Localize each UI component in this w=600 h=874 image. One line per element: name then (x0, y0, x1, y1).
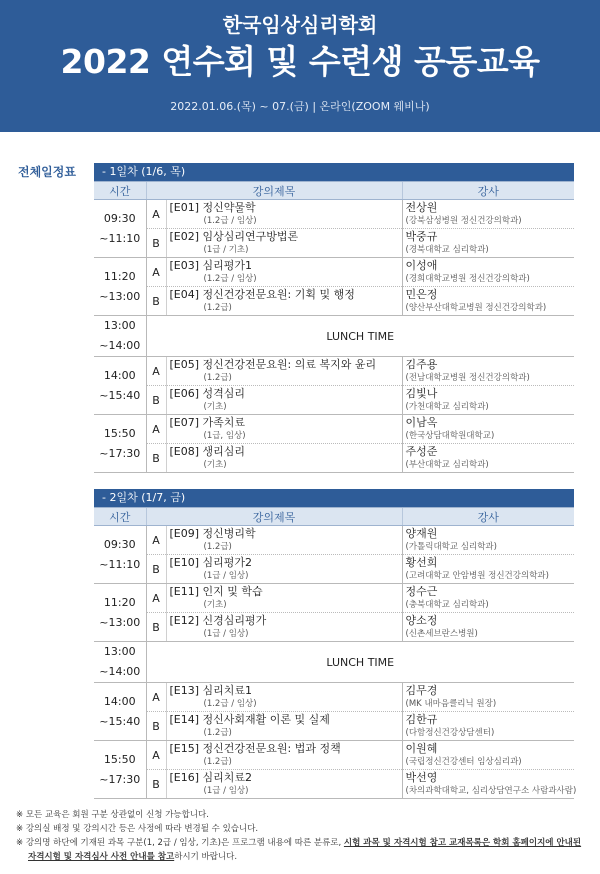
course-title: [E15] 정신건강전문요원: 법과 정책 (169, 742, 341, 755)
table-row (94, 386, 574, 415)
track-label: B (146, 444, 166, 473)
course-cell (166, 415, 402, 444)
lecturer-cell (402, 200, 574, 229)
track-label: B (146, 229, 166, 258)
note-3-text: ※ 강의명 하단에 기재된 과목 구분(1, 2급 / 임상, 기초)은 프로그램 내용에 따른 분류로, (16, 838, 344, 848)
lunch-row (94, 642, 574, 683)
course-category: (기초) (203, 460, 227, 470)
table-row (94, 229, 574, 258)
col-lecturer: 강사 (402, 508, 574, 526)
course-title: [E05] 정신건강전문요원: 의료 복지와 윤리 (169, 358, 377, 371)
track-label: A (146, 741, 166, 770)
lecturer-name: 정수근 (405, 585, 438, 598)
day-bar: - 1일차 (1/6, 목) (94, 163, 574, 181)
page-title: 2022 연수회 및 수련생 공동교육 (60, 42, 540, 81)
course-category: (기초) (203, 402, 227, 412)
track-label: B (146, 287, 166, 316)
course-cell (166, 683, 402, 712)
course-cell (166, 287, 402, 316)
lecturer-affiliation: (한국상담대학원대학교) (405, 431, 495, 441)
lecturer-cell (402, 357, 574, 386)
course-category: (1.2급) (203, 373, 232, 383)
course-category: (1급 / 기초) (203, 245, 249, 255)
lecturer-name: 김빛나 (405, 387, 438, 400)
track-label: A (146, 584, 166, 613)
table-row (94, 613, 574, 642)
lecturer-name: 전상원 (405, 201, 438, 214)
course-title: [E03] 심리평가1 (169, 259, 253, 272)
table-row (94, 444, 574, 473)
course-cell (166, 584, 402, 613)
schedule-table (94, 507, 577, 799)
schedule-label: 전체일정표 (18, 165, 76, 179)
time-cell: 14:00 ~15:40 (94, 357, 146, 415)
lunch-label: LUNCH TIME (146, 642, 574, 683)
course-cell (166, 386, 402, 415)
note-2: ※ 강의실 배정 및 강의시간 등은 사정에 따라 변경될 수 있습니다. (16, 824, 259, 834)
table-header (94, 182, 574, 200)
course-category: (1급, 임상) (203, 431, 246, 441)
col-course: 강의제목 (146, 182, 402, 200)
notes (16, 808, 586, 864)
time-cell: 15:50 ~17:30 (94, 741, 146, 799)
lecturer-name: 양소정 (405, 614, 438, 627)
table-row (94, 526, 574, 555)
track-label: B (146, 712, 166, 741)
table-row (94, 584, 574, 613)
lecturer-cell (402, 444, 574, 473)
note-3-emphasis: 시험 과목 및 자격시험 참고 교재목록은 학회 홈페이지에 안내된 자격시험 및 자격심사 사전 안내를 참고 (28, 838, 582, 862)
lecturer-affiliation: (경희대학교병원 정신건강의학과) (405, 274, 530, 284)
course-cell (166, 555, 402, 584)
lecturer-affiliation: (전남대학교병원 정신건강의학과) (405, 373, 530, 383)
track-label: B (146, 555, 166, 584)
lecturer-name: 주성준 (405, 445, 438, 458)
lecturer-affiliation: (국립정신건강센터 임상심리과) (405, 757, 522, 767)
course-title: [E14] 정신사회재활 이론 및 실제 (169, 713, 330, 726)
note-3-end: 하시기 바랍니다. (174, 852, 238, 862)
course-title: [E07] 가족치료 (169, 416, 246, 429)
course-cell (166, 770, 402, 799)
track-label: A (146, 683, 166, 712)
lecturer-name: 이남옥 (405, 416, 438, 429)
day2-schedule (94, 489, 577, 799)
schedule-table (94, 181, 574, 473)
track-label: A (146, 526, 166, 555)
course-cell (166, 712, 402, 741)
course-title: [E02] 임상심리연구방법론 (169, 230, 299, 243)
table-row (94, 770, 574, 799)
lecturer-name: 박선영 (405, 771, 438, 784)
course-cell (166, 741, 402, 770)
course-cell (166, 258, 402, 287)
track-label: B (146, 386, 166, 415)
note-3 (16, 836, 586, 864)
lecturer-affiliation: (충북대학교 심리학과) (405, 600, 489, 610)
course-cell (166, 357, 402, 386)
lecturer-cell (402, 741, 574, 770)
course-title: [E13] 심리치료1 (169, 684, 253, 697)
course-cell (166, 613, 402, 642)
lecturer-affiliation: (부산대학교 심리학과) (405, 460, 489, 470)
course-title: [E16] 심리치료2 (169, 771, 253, 784)
course-title: [E09] 정신병리학 (169, 527, 256, 540)
table-row (94, 741, 574, 770)
lecturer-affiliation: (강북삼성병원 정신건강의학과) (405, 216, 522, 226)
lecturer-name: 박중규 (405, 230, 438, 243)
table-row (94, 712, 574, 741)
course-category: (1급 / 임상) (203, 629, 249, 639)
course-cell (166, 526, 402, 555)
course-title: [E06] 성격심리 (169, 387, 246, 400)
course-category: (1.2급 / 임상) (203, 216, 257, 226)
time-cell: 13:00 ~14:00 (94, 316, 146, 357)
lecturer-cell (402, 287, 574, 316)
lecturer-cell (402, 613, 574, 642)
day1-schedule (94, 163, 574, 473)
course-category: (기초) (203, 600, 227, 610)
course-category: (1급 / 임상) (203, 571, 249, 581)
table-row (94, 200, 574, 229)
lecturer-cell (402, 415, 574, 444)
time-cell: 09:30 ~11:10 (94, 526, 146, 584)
day-bar: - 2일차 (1/7, 금) (94, 489, 574, 507)
table-row (94, 287, 574, 316)
col-time: 시간 (94, 508, 146, 526)
lecturer-cell (402, 584, 574, 613)
track-label: B (146, 770, 166, 799)
lecturer-affiliation: (MK 내마음클리닉 원장) (405, 699, 497, 709)
lecturer-affiliation: (가톨릭대학교 심리학과) (405, 542, 497, 552)
lecturer-name: 김무경 (405, 684, 438, 697)
course-title: [E04] 정신건강전문요원: 기획 및 행정 (169, 288, 355, 301)
track-label: A (146, 258, 166, 287)
course-title: [E01] 정신약물학 (169, 201, 256, 214)
course-category: (1급 / 임상) (203, 786, 249, 796)
lecturer-cell (402, 555, 574, 584)
lecturer-name: 이성애 (405, 259, 438, 272)
event-date: 2022.01.06.(목) ~ 07.(금) | 온라인(ZOOM 웨비나) (170, 100, 430, 113)
time-cell: 09:30 ~11:10 (94, 200, 146, 258)
table-row (94, 555, 574, 584)
lunch-label: LUNCH TIME (146, 316, 574, 357)
course-cell (166, 229, 402, 258)
lecturer-name: 김한규 (405, 713, 438, 726)
time-cell: 15:50 ~17:30 (94, 415, 146, 473)
lecturer-cell (402, 712, 574, 741)
course-title: [E08] 생리심리 (169, 445, 246, 458)
lecturer-name: 양재원 (405, 527, 438, 540)
note-1: ※ 모든 교육은 회원 구분 상관없이 신청 가능합니다. (16, 810, 209, 820)
time-cell: 14:00 ~15:40 (94, 683, 146, 741)
time-cell: 11:20 ~13:00 (94, 258, 146, 316)
course-title: [E10] 심리평가2 (169, 556, 253, 569)
col-time: 시간 (94, 182, 146, 200)
track-label: B (146, 613, 166, 642)
course-title: [E12] 신경심리평가 (169, 614, 267, 627)
lecturer-cell (402, 229, 574, 258)
lecturer-affiliation: (가천대학교 심리학과) (405, 402, 489, 412)
lecturer-affiliation: (차의과학대학교, 심리상담연구소 사람과사람) (405, 786, 577, 796)
course-category: (1.2급) (203, 728, 232, 738)
table-row (94, 683, 574, 712)
course-category: (1.2급) (203, 303, 232, 313)
lunch-row (94, 316, 574, 357)
lecturer-name: 이원혜 (405, 742, 438, 755)
lecturer-name: 민은정 (405, 288, 438, 301)
lecturer-affiliation: (신촌세브란스병원) (405, 629, 478, 639)
track-label: A (146, 415, 166, 444)
course-cell (166, 444, 402, 473)
lecturer-cell (402, 770, 577, 799)
organization-name: 한국임상심리학회 (222, 13, 378, 37)
lecturer-name: 김주용 (405, 358, 438, 371)
course-category: (1.2급 / 임상) (203, 274, 257, 284)
col-course: 강의제목 (146, 508, 402, 526)
lecturer-affiliation: (고려대학교 안암병원 정신건강의학과) (405, 571, 549, 581)
lecturer-cell (402, 683, 574, 712)
lecturer-affiliation: (양산부산대학교병원 정신건강의학과) (405, 303, 547, 313)
course-category: (1.2급) (203, 542, 232, 552)
lecturer-affiliation: (경북대학교 심리학과) (405, 245, 489, 255)
page-header (0, 0, 600, 132)
table-row (94, 258, 574, 287)
lecturer-cell (402, 526, 574, 555)
course-title: [E11] 인지 및 학습 (169, 585, 263, 598)
track-label: A (146, 357, 166, 386)
time-cell: 11:20 ~13:00 (94, 584, 146, 642)
time-cell: 13:00 ~14:00 (94, 642, 146, 683)
table-row (94, 357, 574, 386)
col-lecturer: 강사 (402, 182, 574, 200)
lecturer-affiliation: (다함정신건강상담센터) (405, 728, 495, 738)
lecturer-cell (402, 386, 574, 415)
table-header (94, 508, 574, 526)
lecturer-cell (402, 258, 574, 287)
course-cell (166, 200, 402, 229)
lecturer-name: 황선희 (405, 556, 438, 569)
course-category: (1.2급) (203, 757, 232, 767)
course-category: (1.2급 / 임상) (203, 699, 257, 709)
table-row (94, 415, 574, 444)
track-label: A (146, 200, 166, 229)
